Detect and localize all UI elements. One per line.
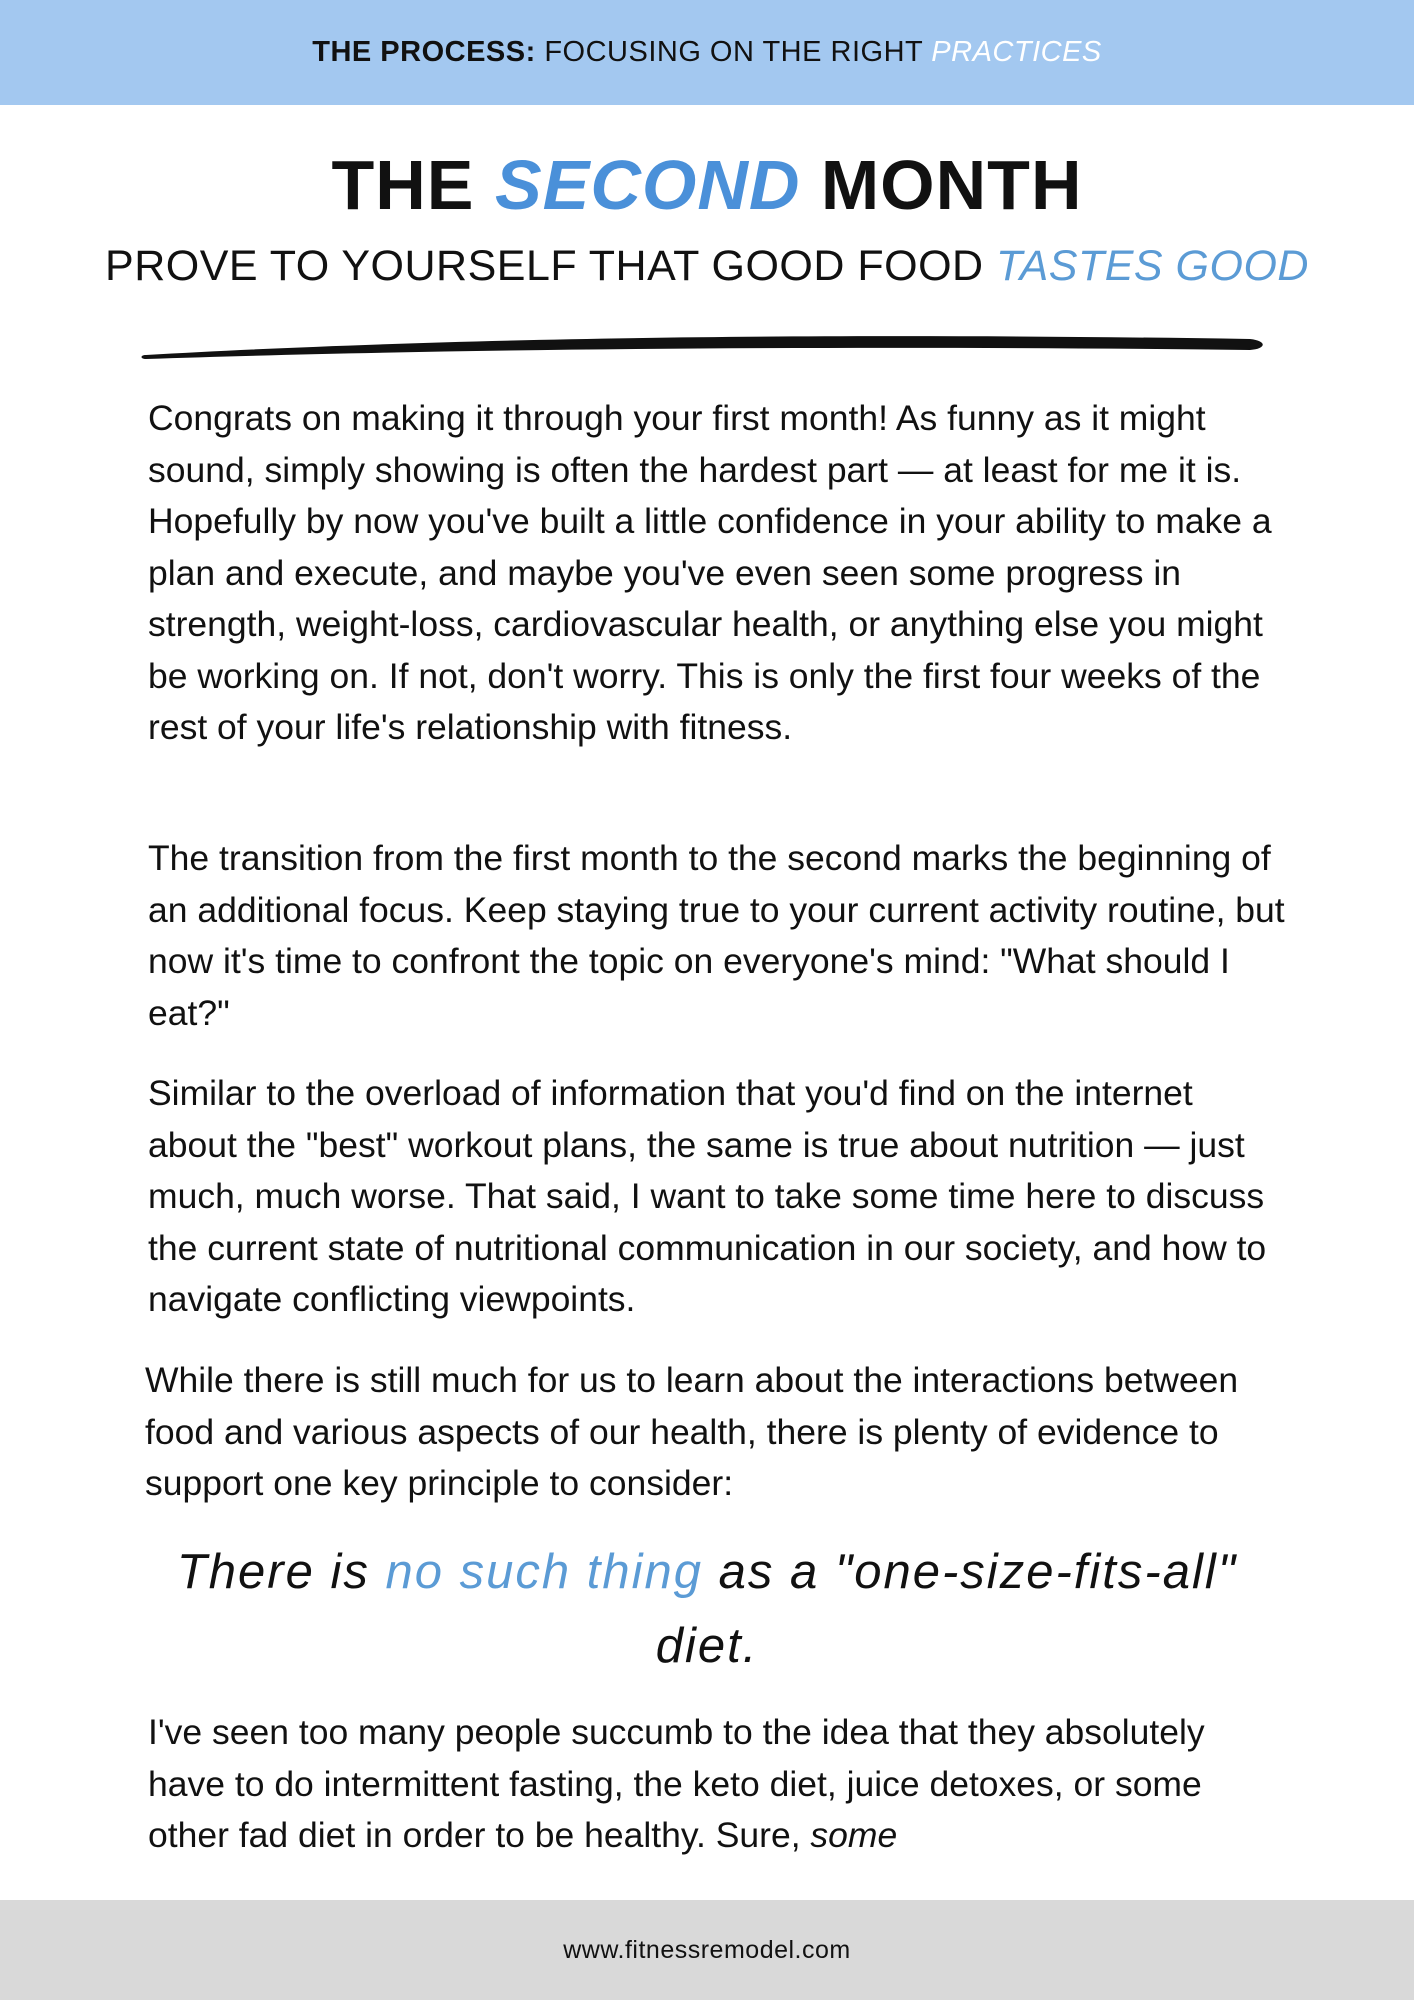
pull-quote bbox=[140, 1535, 1274, 1683]
paragraph-principle: While there is still much for us to learn about the interactions between food and various aspects of our health, there is plenty of evidence to support one key principle to consider: bbox=[145, 1360, 1239, 1503]
header-label-accent: PRACTICES bbox=[931, 36, 1102, 68]
title-part2: MONTH bbox=[800, 146, 1083, 224]
title-part1: THE bbox=[331, 146, 495, 224]
quote-part2: as a "one-size-fits-all" diet. bbox=[655, 1545, 1238, 1673]
subtitle-main: PROVE TO YOURSELF THAT GOOD FOOD bbox=[105, 242, 997, 290]
footer-url-link[interactable]: www.fitnessremodel.com bbox=[563, 1935, 851, 1964]
title-accent: SECOND bbox=[494, 146, 801, 224]
subtitle-accent: TASTES GOOD bbox=[996, 242, 1309, 290]
header-label-bold: THE PROCESS: bbox=[312, 36, 536, 68]
page-subtitle bbox=[0, 238, 1414, 294]
page-footer bbox=[0, 1900, 1414, 2000]
quote-accent: no such thing bbox=[385, 1545, 703, 1599]
paragraph-transition: The transition from the first month to the second marks the beginning of an additional focus. Keep staying true to your current activity routine, but now it's time to confront the topic on everyone's mind: "What should I eat?" bbox=[148, 838, 1285, 1033]
paragraph-fad-diets-italic: some bbox=[810, 1815, 898, 1855]
paragraph-fad-diets bbox=[148, 1707, 1288, 1862]
paragraph-fad-diets-main: I've seen too many people succumb to the idea that they absolutely have to do intermittent fasting, the keto diet, juice detoxes, or some other fad diet in order to be healthy. Sure, bbox=[148, 1712, 1205, 1855]
paragraph-intro: Congrats on making it through your first month! As funny as it might sound, simply showing is often the hardest part — at least for me it is. Hopefully by now you've built a little confidence in your ability to make a plan and execute, and maybe you've even seen some progress in strength, weight-loss, cardiovascular health, or anything else you might be working on. If not, don't worry. This is only the first four weeks of the rest of your life's relationship with fitness. bbox=[148, 398, 1272, 747]
paragraph-overload: Similar to the overload of information that you'd find on the internet about the "best" workout plans, the same is true about nutrition — just much, much worse. That said, I want to take some time here to discuss the current state of nutritional communication in our society, and how to navigate conflicting viewpoints. bbox=[148, 1073, 1267, 1319]
brush-stroke-divider bbox=[140, 325, 1270, 365]
quote-part1: There is bbox=[176, 1545, 386, 1599]
top-banner bbox=[0, 0, 1414, 105]
header-label-normal: FOCUSING ON THE RIGHT bbox=[535, 36, 932, 68]
page-title bbox=[0, 143, 1414, 227]
